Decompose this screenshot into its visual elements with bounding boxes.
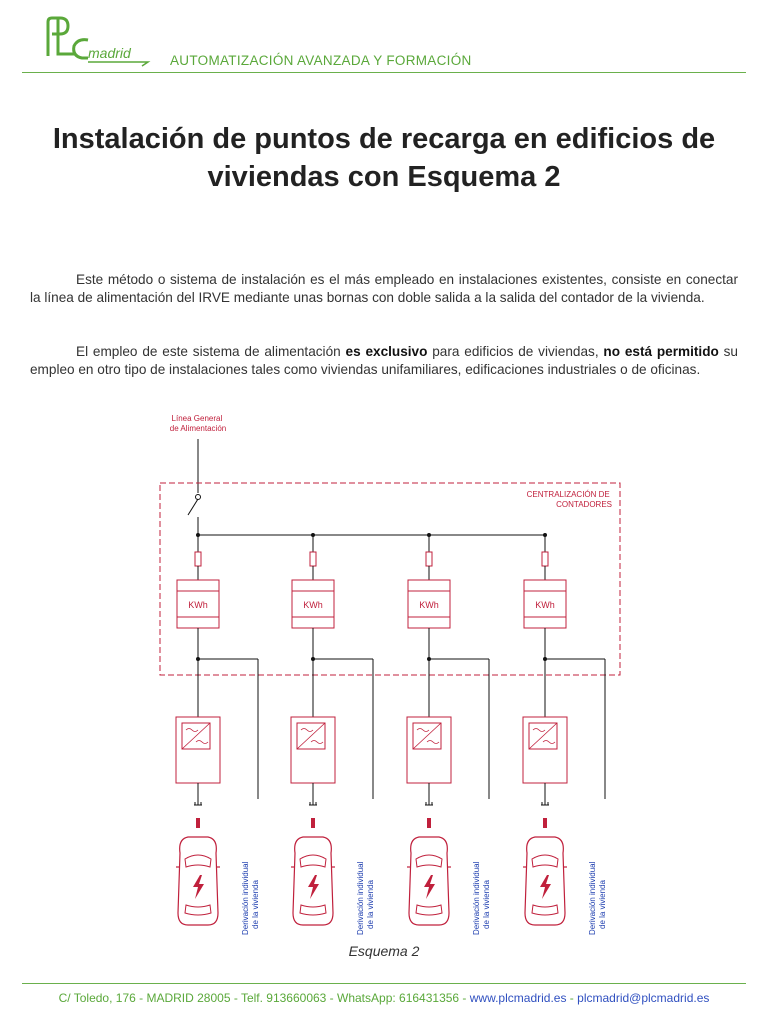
paragraph-2	[30, 343, 738, 378]
derivacion-label: Derivación individualde la vivienda	[241, 861, 260, 935]
lightning-icon	[308, 875, 319, 899]
paragraph-2-text: El empleo de este sistema de alimentación	[76, 344, 346, 359]
meter-unit-1	[176, 533, 260, 935]
footer-address: C/ Toledo, 176 - MADRID 28005 - Telf. 913660063 - WhatsApp: 616431356 -	[58, 991, 470, 1005]
header-divider	[22, 72, 746, 73]
lightning-icon	[424, 875, 435, 899]
paragraph-2-text: para edificios de viviendas,	[427, 344, 604, 359]
fuse-icon	[310, 552, 316, 566]
fuse-icon	[426, 552, 432, 566]
svg-text:madrid: madrid	[88, 45, 131, 61]
kwh-label: KWh	[419, 600, 439, 610]
charger-box	[176, 717, 220, 783]
electric-car-icon	[176, 837, 220, 925]
paragraph-2-text: su empleo en otro tipo de instalaciones tales como viviendas unifamiliares, edificaciones industriales o de oficinas.	[30, 344, 738, 377]
footer-divider	[22, 983, 746, 984]
plc-madrid-logo	[44, 14, 156, 70]
centralizacion-box	[160, 483, 620, 675]
connector-icon	[427, 818, 431, 828]
bold-no-permitido: no está permitido	[603, 344, 719, 359]
connector-icon	[311, 818, 315, 828]
lightning-icon	[540, 875, 551, 899]
charger-box	[407, 717, 451, 783]
footer	[0, 991, 768, 1005]
lightning-icon	[193, 875, 204, 899]
fuse-icon	[542, 552, 548, 566]
esquema-2-diagram	[140, 405, 640, 965]
electric-car-icon	[291, 837, 335, 925]
header-tagline: AUTOMATIZACIÓN AVANZADA Y FORMACIÓN	[170, 53, 472, 68]
derivacion-label: Derivación individualde la vivienda	[356, 861, 375, 935]
derivacion-label: Derivación individualde la vivienda	[472, 861, 491, 935]
connector-icon	[196, 818, 200, 828]
bold-es-exclusivo: es exclusivo	[345, 344, 428, 359]
derivacion-label: Derivación individualde la vivienda	[588, 861, 607, 935]
page-title: Instalación de puntos de recarga en edificios de viviendas con Esquema 2	[52, 123, 716, 193]
kwh-label: KWh	[188, 600, 208, 610]
charger-box	[291, 717, 335, 783]
meter-unit-4	[523, 533, 607, 935]
electric-car-icon	[523, 837, 567, 925]
charger-box	[523, 717, 567, 783]
footer-website-link[interactable]: www.plcmadrid.es	[469, 991, 567, 1005]
fuse-icon	[195, 552, 201, 566]
connector-icon	[543, 818, 547, 828]
kwh-label: KWh	[535, 600, 555, 610]
box-label: CENTRALIZACIÓN DE CONTADORES	[526, 490, 612, 509]
paragraph-1-text: Este método o sistema de instalación es el más empleado en instalaciones existentes, consiste en conectar la línea de alimentación del IRVE mediante unas bornas con doble salida a la salida del contador de la vivienda.	[30, 272, 738, 305]
footer-separator: -	[566, 991, 578, 1005]
diagram-caption: Esquema 2	[348, 943, 420, 959]
meter-unit-2	[291, 533, 375, 935]
kwh-label: KWh	[303, 600, 323, 610]
footer-email-link[interactable]: plcmadrid@plcmadrid.es	[577, 991, 710, 1005]
supply-label: Línea General de Alimentación	[169, 414, 227, 433]
paragraph-1	[30, 271, 738, 306]
meter-unit-3	[407, 533, 491, 935]
electric-car-icon	[407, 837, 451, 925]
